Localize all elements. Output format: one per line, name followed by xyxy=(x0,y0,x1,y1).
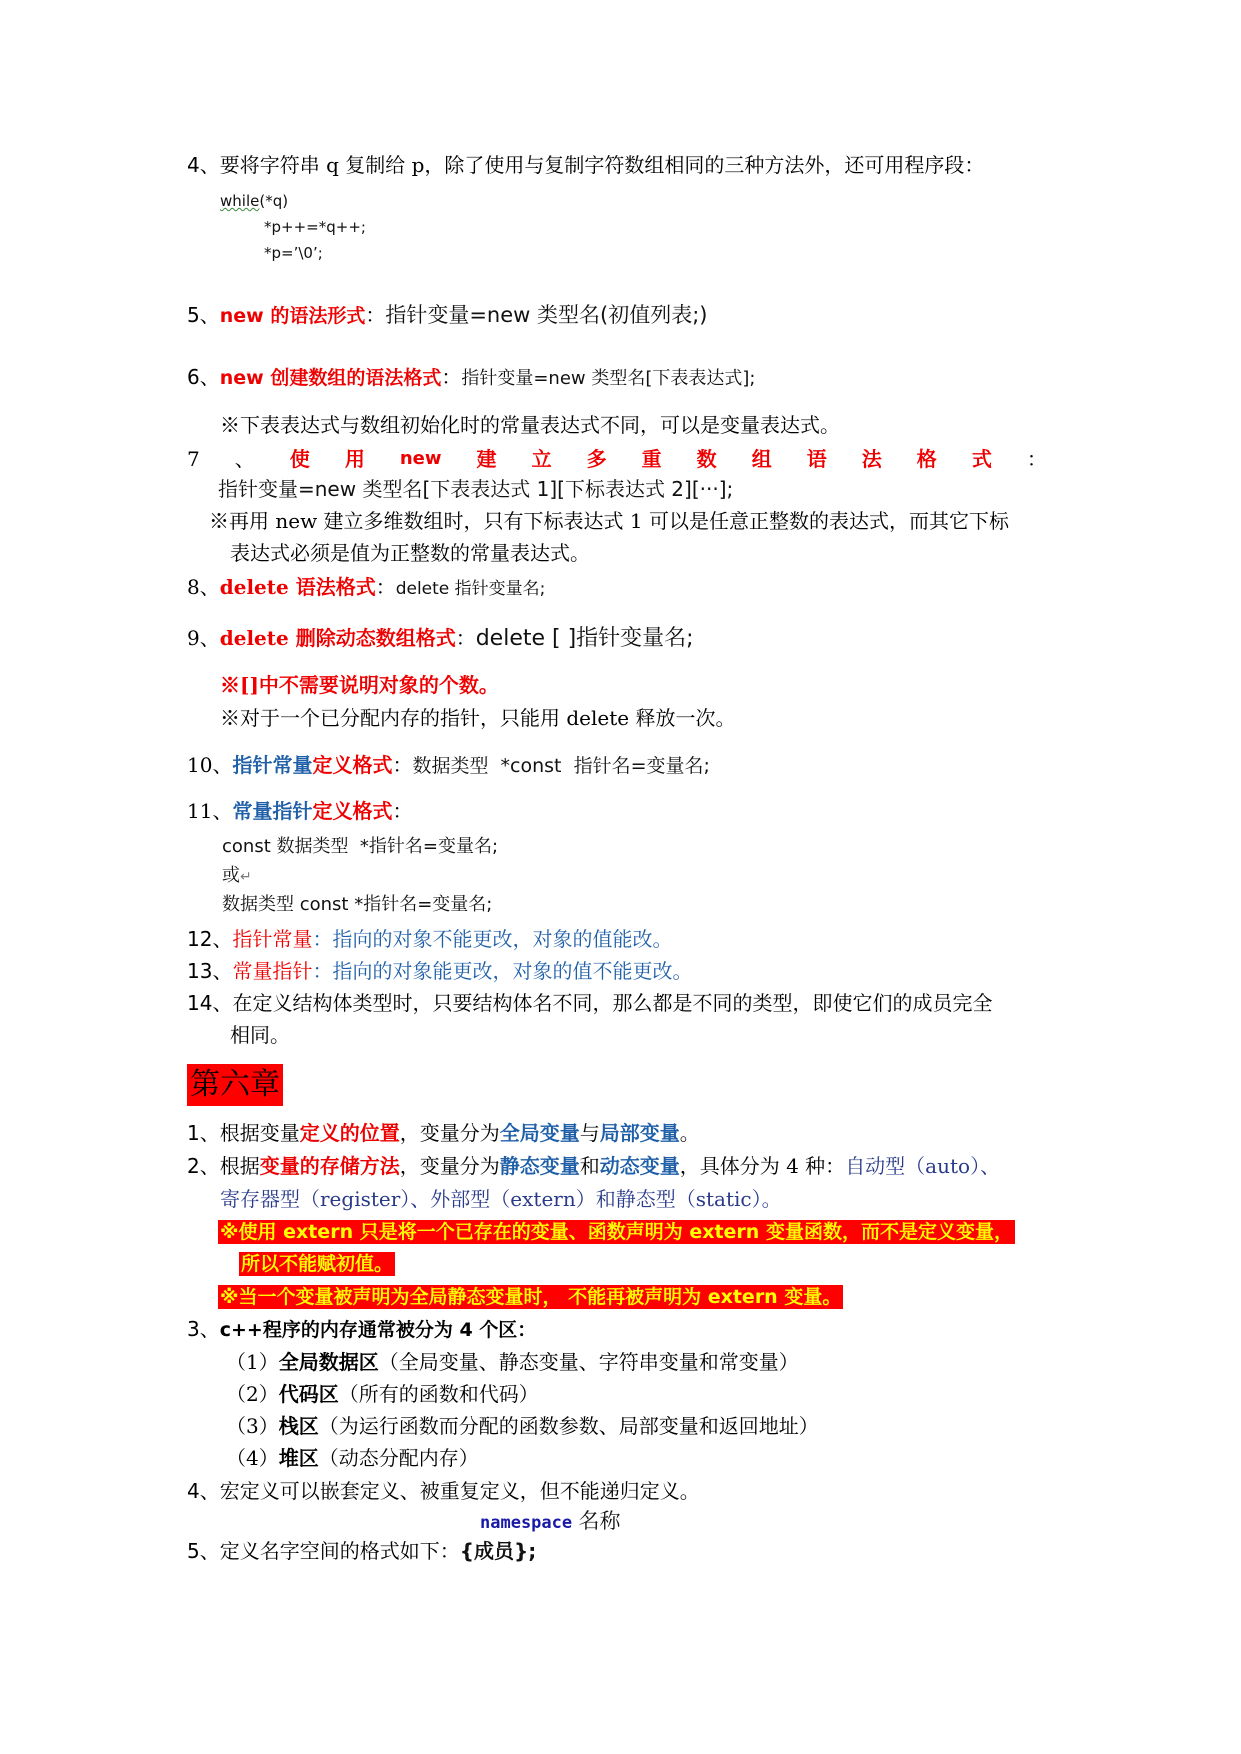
namespace-keyword: namespace xyxy=(480,1513,573,1533)
item-char: 语 xyxy=(806,447,827,471)
item-number: 13、 xyxy=(187,959,233,983)
item-label: 指针常量 xyxy=(232,927,313,951)
area-number: （1） xyxy=(226,1350,279,1374)
item-number: 14、 xyxy=(187,991,233,1015)
item-label: delete 语法格式 xyxy=(219,575,376,599)
item-number: 7 xyxy=(187,447,200,471)
item-14-line-2: 相同。 xyxy=(230,1023,290,1047)
item-number: 12、 xyxy=(187,927,233,951)
ch6-item-1 xyxy=(187,1120,700,1146)
item-7-note-line-1: ※再用 new 建立多维数组时，只有下标表达式 1 可以是任意正整数的表达式，而其它下标 xyxy=(209,509,1009,533)
item-text: ，变量分为 xyxy=(399,1121,500,1145)
item-number: 10、 xyxy=(187,753,233,777)
colon: ： xyxy=(365,303,386,327)
item-text: 。 xyxy=(679,1121,700,1145)
ch6-item-2 xyxy=(187,1153,1000,1179)
item-4 xyxy=(187,152,984,178)
item-char: 立 xyxy=(531,447,552,471)
area-name: 堆区 xyxy=(278,1446,319,1470)
ch6-item-5 xyxy=(187,1538,536,1564)
item-5 xyxy=(187,300,707,331)
item-label: 定义格式 xyxy=(312,799,393,823)
return-mark-icon: ↵ xyxy=(240,869,252,885)
area-name: 栈区 xyxy=(278,1414,319,1438)
item-text: 指向的对象能更改，对象的值不能更改。 xyxy=(332,959,693,983)
syntax-text: delete 指针变量名; xyxy=(395,579,546,599)
item-text: 和 xyxy=(579,1154,600,1178)
storage-types-text: 自动型（auto）、 xyxy=(845,1154,1001,1178)
colon: ： xyxy=(312,927,333,951)
item-9 xyxy=(187,622,694,655)
item-14 xyxy=(187,990,992,1016)
ch6-item-4 xyxy=(187,1478,700,1504)
item-char: ： xyxy=(1026,447,1047,471)
keyword-text: 局部变量 xyxy=(599,1121,680,1145)
item-label: delete 删除动态数组格式 xyxy=(219,626,456,650)
colon: ： xyxy=(392,753,413,777)
memory-area-4 xyxy=(226,1445,479,1471)
syntax-text: 数据类型 *const 指针名=变量名; xyxy=(412,755,710,777)
item-char: 、 xyxy=(234,447,255,471)
ch6-item-3 xyxy=(187,1316,536,1343)
area-desc: （动态分配内存） xyxy=(318,1446,479,1470)
item-number: 2、 xyxy=(187,1154,220,1178)
item-char: 建 xyxy=(476,447,497,471)
code-text: (*q) xyxy=(259,192,289,210)
item-char: 多 xyxy=(586,447,607,471)
area-desc: （全局变量、静态变量、字符串变量和常变量） xyxy=(378,1350,799,1374)
highlight-text: ※使用 extern 只是将一个已存在的变量、函数声明为 extern 变量函数，而不是定义变量， xyxy=(220,1221,1013,1243)
item-7-note-line-2: 表达式必须是值为正整数的常量表达式。 xyxy=(230,541,590,565)
emphasis-text: 定义的位置 xyxy=(299,1121,400,1145)
item-char: 格 xyxy=(916,447,937,471)
area-number: （3） xyxy=(226,1414,279,1438)
item-number: 5、 xyxy=(187,303,220,327)
chapter-heading: 第六章 xyxy=(187,1064,283,1106)
item-title: c++程序的内存通常被分为 4 个区： xyxy=(219,1319,537,1341)
colon: ： xyxy=(455,626,476,650)
memory-area-1 xyxy=(226,1349,799,1375)
item-number: 3、 xyxy=(187,1317,220,1341)
item-text: 指向的对象不能更改，对象的值能改。 xyxy=(332,927,673,951)
item-char: 重 xyxy=(641,447,662,471)
item-11-line-3: 数据类型 const *指针名=变量名; xyxy=(222,894,493,915)
item-12 xyxy=(187,926,672,952)
keyword-text: 静态变量 xyxy=(499,1154,580,1178)
item-text: ，变量分为 xyxy=(399,1154,500,1178)
item-char: 法 xyxy=(861,447,882,471)
code-line-2: *p++=*q++; xyxy=(264,218,366,236)
item-number: 5、 xyxy=(187,1539,220,1563)
item-text: 根据变量 xyxy=(219,1121,300,1145)
area-name: 全局数据区 xyxy=(278,1350,379,1374)
ch6-item-2-line-2: 寄存器型（register）、外部型（extern）和静态型（static）。 xyxy=(220,1187,782,1211)
syntax-text: 指针变量=new 类型名(初值列表;) xyxy=(385,303,708,327)
item-7-syntax: 指针变量=new 类型名[下表表达式 1][下标表达式 2][···]; xyxy=(218,477,734,501)
item-text: 在定义结构体类型时，只要结构体名不同，那么都是不同的类型，即使它们的成员完全 xyxy=(232,991,993,1015)
item-char: 数 xyxy=(696,447,717,471)
highlight-note-1a xyxy=(218,1218,1015,1245)
area-number: （4） xyxy=(226,1446,279,1470)
item-6 xyxy=(187,362,755,394)
item-label: new 的语法形式 xyxy=(219,305,366,327)
memory-area-3 xyxy=(226,1413,819,1439)
area-number: （2） xyxy=(226,1382,279,1406)
item-text: 宏定义可以嵌套定义、被重复定义，但不能递归定义。 xyxy=(219,1479,700,1503)
item-text: ，具体分为 4 种： xyxy=(679,1154,846,1178)
namespace-body: {成员}; xyxy=(459,1539,537,1563)
item-number: 1、 xyxy=(187,1121,220,1145)
code-line-1 xyxy=(220,190,288,212)
highlight-note-1b xyxy=(239,1250,395,1277)
item-number: 9、 xyxy=(187,626,220,650)
item-number: 8、 xyxy=(187,575,220,599)
item-text: 定义名字空间的格式如下： xyxy=(219,1539,460,1563)
item-text: 要将字符串 q 复制给 p，除了使用与复制字符数组相同的三种方法外，还可用程序段： xyxy=(219,153,985,177)
note-9-a: ※[]中不需要说明对象的个数。 xyxy=(220,673,499,697)
item-char: 用 xyxy=(344,447,365,471)
syntax-text: 指针变量=new 类型名[下表表达式]; xyxy=(461,368,756,389)
item-number: 6、 xyxy=(187,365,220,389)
namespace-name: 名称 xyxy=(578,1509,621,1533)
area-desc: （所有的函数和代码） xyxy=(338,1382,539,1406)
syntax-text: delete [ ]指针变量名; xyxy=(475,626,694,651)
colon: ： xyxy=(312,959,333,983)
item-11-line-1: const 数据类型 *指针名=变量名; xyxy=(222,836,499,857)
item-number: 11、 xyxy=(187,799,233,823)
code-line-3: *p=’\0’; xyxy=(264,244,323,262)
colon: ： xyxy=(375,575,396,599)
item-label: 定义格式 xyxy=(312,753,393,777)
emphasis-text: 变量的存储方法 xyxy=(259,1154,400,1178)
item-text: 与 xyxy=(579,1121,600,1145)
keyword-text: 全局变量 xyxy=(499,1121,580,1145)
item-8 xyxy=(187,572,545,604)
colon: ： xyxy=(392,799,413,823)
colon: ： xyxy=(441,365,462,389)
code-keyword: while xyxy=(220,192,260,210)
item-number: 4、 xyxy=(187,153,220,177)
item-char: new xyxy=(399,448,442,469)
area-desc: （为运行函数而分配的函数参数、局部变量和返回地址） xyxy=(318,1414,819,1438)
item-13 xyxy=(187,958,692,984)
highlight-text: 所以不能赋初值。 xyxy=(241,1253,394,1275)
item-text: 根据 xyxy=(219,1154,260,1178)
item-label-keyword: 指针常量 xyxy=(232,753,313,777)
item-10 xyxy=(187,750,710,781)
item-label-keyword: 常量指针 xyxy=(232,799,313,823)
item-char: 组 xyxy=(751,447,772,471)
highlight-note-2 xyxy=(218,1283,843,1310)
area-name: 代码区 xyxy=(278,1382,339,1406)
item-char: 使 xyxy=(289,447,310,471)
highlight-text: ※当一个变量被声明为全局静态变量时， 不能再被声明为 extern 变量。 xyxy=(220,1286,842,1308)
item-number: 4、 xyxy=(187,1479,220,1503)
item-label: new 创建数组的语法格式 xyxy=(219,367,442,389)
note-9-b: ※对于一个已分配内存的指针，只能用 delete 释放一次。 xyxy=(220,706,736,730)
item-label: 常量指针 xyxy=(232,959,313,983)
item-7-title xyxy=(187,446,1047,472)
item-11 xyxy=(187,798,412,824)
note-6: ※下表表达式与数组初始化时的常量表达式不同，可以是变量表达式。 xyxy=(220,413,840,437)
or-text: 或 xyxy=(222,865,240,886)
item-11-line-2 xyxy=(222,863,252,890)
keyword-text: 动态变量 xyxy=(599,1154,680,1178)
item-char: 式 xyxy=(971,447,992,471)
memory-area-2 xyxy=(226,1381,539,1407)
namespace-line xyxy=(480,1508,620,1536)
